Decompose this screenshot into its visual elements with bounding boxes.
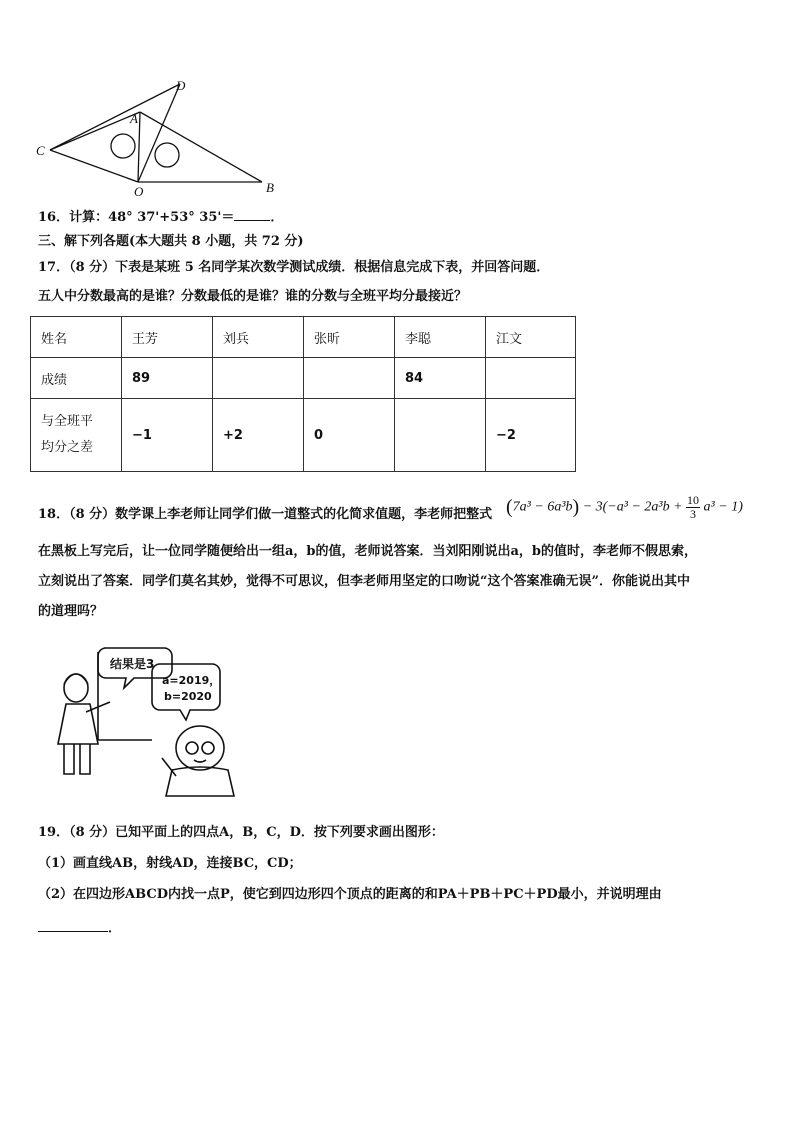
table-cell: 张昕 — [304, 317, 395, 358]
question-19-line-1: 19．（8 分）已知平面上的四点A，B，C，D．按下列要求画出图形： — [38, 825, 444, 840]
segment-AO — [138, 112, 140, 182]
formula-part-2: − 3(−a³ − 2a³b + — [582, 499, 683, 515]
q16-answer-blank — [234, 208, 270, 221]
label-A: A — [130, 111, 138, 126]
angle-mark-circle-2 — [155, 143, 179, 167]
teacher-hair — [64, 674, 88, 684]
table-cell: 姓名 — [31, 317, 122, 358]
bubble-student-text-1: a=2019， — [162, 674, 221, 687]
student-hand — [162, 758, 176, 776]
question-16 — [38, 208, 283, 227]
question-18-line-2: 在黑板上写完后，让一位同学随便给出一组a，b的值，老师说答案．当刘阳刚说出a，b的值时，李老师不假思索， — [38, 544, 698, 559]
student-glasses-right — [202, 742, 214, 754]
student-head — [176, 726, 224, 770]
question-19-line-2: （1）画直线AB，射线AD，连接BC，CD； — [38, 856, 302, 871]
label-O: O — [134, 184, 144, 199]
fraction-denominator: 3 — [690, 507, 697, 521]
segment-CA — [50, 112, 140, 150]
label-D: D — [176, 78, 186, 93]
table-cell — [304, 358, 395, 399]
student-body — [166, 767, 234, 796]
fraction — [686, 494, 700, 521]
table-cell: 0 — [304, 399, 395, 472]
diff-label-line-1: 与全班平 — [41, 414, 94, 429]
table-cell: −2 — [486, 399, 576, 472]
formula-part-1: 7a³ − 6a³b — [512, 499, 573, 515]
q19-end: ． — [108, 921, 122, 936]
table-cell: −1 — [122, 399, 213, 472]
segment-CO — [50, 150, 138, 182]
table-cell — [486, 358, 576, 399]
question-19-line-3: （2）在四边形ABCD内找一点P，使它到四边形四个顶点的距离的和PA＋PB＋PC＋PD最小，并说明理由 — [38, 887, 662, 902]
table-cell: 84 — [395, 358, 486, 399]
label-C: C — [36, 143, 45, 158]
diff-label-line-2: 均分之差 — [41, 440, 94, 455]
student-glasses-left — [186, 742, 198, 754]
table-cell: +2 — [213, 399, 304, 472]
question-18-line-3: 立刻说出了答案．同学们莫名其妙，觉得不可思议，但李老师用坚定的口吻说“这个答案准确无误”．你能说出其中 — [38, 574, 690, 589]
table-cell: 刘兵 — [213, 317, 304, 358]
q18-polynomial-formula: (7a³ − 6a³b) − 3(−a³ − 2a³b + $\frac{10}{3}$ a³ − 1) — [506, 493, 743, 521]
q16-text: 16．计算：48° 37'+53° 35'＝ — [38, 210, 235, 225]
question-19-answer — [38, 919, 121, 938]
section-3-title: 三、解下列各题(本大题共 8 小题，共 72 分) — [38, 234, 304, 249]
table-cell-label — [31, 399, 122, 472]
table-row-header — [31, 317, 576, 358]
segment-CD — [50, 84, 180, 150]
question-18-line-1: 18．（8 分）数学课上李老师让同学们做一道整式的化简求值题，李老师把整式 — [38, 507, 493, 522]
question-17-line-1: 17．（8 分）下表是某班 5 名同学某次数学测试成绩．根据信息完成下表，并回答问题． — [38, 260, 550, 275]
bubble-student-text-2: b=2020 — [164, 690, 212, 703]
score-table — [30, 316, 576, 472]
question-18-line-4: 的道理吗？ — [38, 604, 104, 619]
q16-end: ． — [270, 210, 284, 225]
table-cell: 成绩 — [31, 358, 122, 399]
formula-part-3: a³ − 1) — [703, 499, 743, 515]
table-cell: 江文 — [486, 317, 576, 358]
table-row-score — [31, 358, 576, 399]
table-cell — [395, 399, 486, 472]
student-mouth — [194, 760, 206, 762]
bubble-teacher-text: 结果是3 — [110, 657, 155, 671]
q19-answer-blank — [38, 919, 108, 932]
fraction-numerator: 10 — [687, 493, 700, 507]
teacher-student-cartoon — [42, 640, 242, 804]
angle-mark-circle-1 — [111, 134, 135, 158]
table-cell — [213, 358, 304, 399]
geometry-figure — [30, 74, 290, 200]
table-cell: 王芳 — [122, 317, 213, 358]
question-17-line-2: 五人中分数最高的是谁？分数最低的是谁？谁的分数与全班平均分最接近？ — [38, 289, 468, 304]
teacher-legs — [64, 744, 90, 774]
table-row-diff — [31, 399, 576, 472]
table-cell: 李聪 — [395, 317, 486, 358]
label-B: B — [266, 180, 274, 195]
segment-OD — [138, 84, 180, 182]
table-cell: 89 — [122, 358, 213, 399]
